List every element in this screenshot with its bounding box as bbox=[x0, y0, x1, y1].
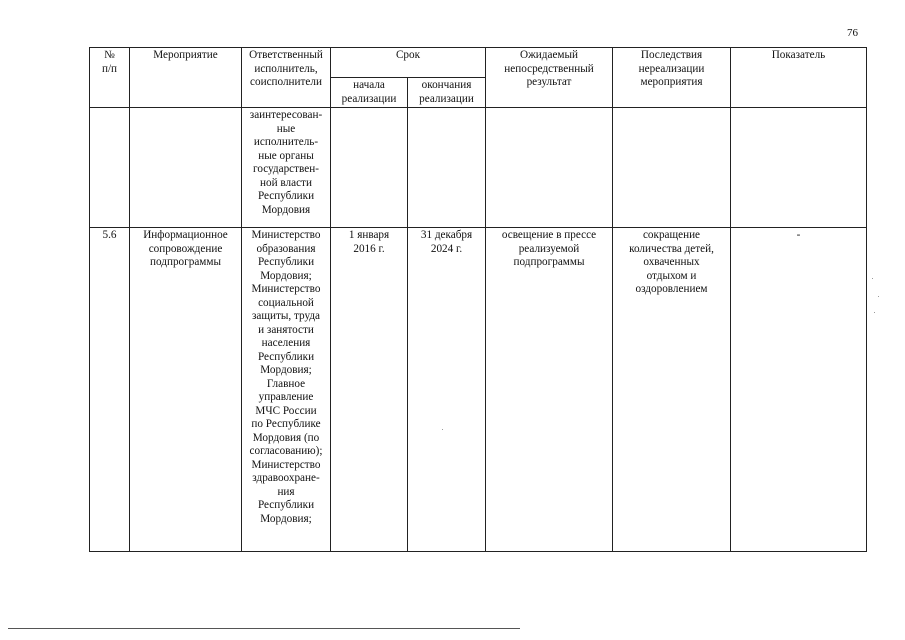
table-header-row bbox=[90, 48, 867, 78]
cell-responsible: заинтересован- ные исполнитель- ные органы государствен- ной власти Республики Мордовия bbox=[242, 108, 331, 228]
header-responsible: Ответственный исполнитель, соисполнители bbox=[242, 48, 331, 108]
cell-expected-result: освещение в прессе реализуемой подпрограммы bbox=[486, 228, 613, 552]
program-table bbox=[89, 47, 867, 552]
cell-responsible: Министерство образования Республики Мордовия; Министерство социальной защиты, труда и занятости населения Республики Мордовия; Главное управление МЧС России по Республике Мордовия (по согласованию); Министерство здравоохране- ния Республики Мордовия; bbox=[242, 228, 331, 552]
cell-event: Информационное сопровождение подпрограммы bbox=[130, 228, 242, 552]
header-num: № п/п bbox=[90, 48, 130, 108]
scan-speck bbox=[878, 296, 879, 297]
cell-indicator bbox=[731, 108, 867, 228]
table-row-continuation bbox=[90, 108, 867, 228]
cell-consequences bbox=[613, 108, 731, 228]
cell-num bbox=[90, 108, 130, 228]
scan-speck bbox=[872, 278, 873, 279]
page-number: 76 bbox=[847, 27, 858, 39]
header-term: Срок bbox=[331, 48, 486, 78]
cell-indicator: - bbox=[731, 228, 867, 552]
scan-speck bbox=[874, 312, 875, 313]
cell-num: 5.6 bbox=[90, 228, 130, 552]
header-event: Мероприятие bbox=[130, 48, 242, 108]
table-row-5-6 bbox=[90, 228, 867, 552]
cell-event bbox=[130, 108, 242, 228]
header-term-start: начала реализации bbox=[331, 78, 408, 108]
cell-consequences: сокращение количества детей, охваченных отдыхом и оздоровлением bbox=[613, 228, 731, 552]
header-consequences: Последствия нереализации мероприятия bbox=[613, 48, 731, 108]
header-expected-result: Ожидаемый непосредственный результат bbox=[486, 48, 613, 108]
scan-speck bbox=[442, 429, 443, 430]
cell-end: 31 декабря 2024 г. bbox=[408, 228, 486, 552]
cell-expected-result bbox=[486, 108, 613, 228]
header-indicator: Показатель bbox=[731, 48, 867, 108]
cell-start: 1 января 2016 г. bbox=[331, 228, 408, 552]
cell-end bbox=[408, 108, 486, 228]
scan-edge-line bbox=[8, 628, 520, 629]
header-term-end: окончания реализации bbox=[408, 78, 486, 108]
cell-start bbox=[331, 108, 408, 228]
